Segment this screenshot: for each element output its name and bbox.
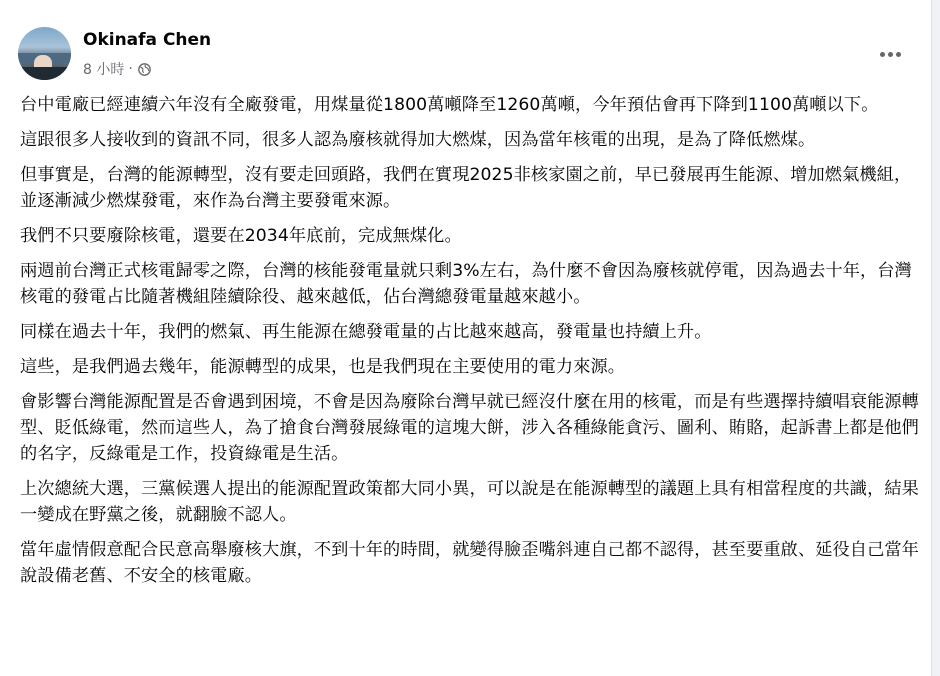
post-paragraph: 我們不只要廢除核電，還要在2034年底前，完成無煤化。: [20, 226, 462, 246]
meta-separator: ·: [128, 61, 133, 77]
post-paragraph: 兩週前台灣正式核電歸零之際，台灣的核能發電量就只剩3%左右，為什麼不會因為廢核就停電，因為過去十年，台灣核電的發電占比隨著機組陸續除役、越來越低，佔台灣總發電量越來越小。: [20, 261, 912, 307]
post-paragraph: 這跟很多人接收到的資訊不同，很多人認為廢核就得加大燃煤，因為當年核電的出現，是為了降低燃煤。: [20, 130, 816, 150]
post-meta: [83, 59, 151, 79]
post-paragraph: 當年虛情假意配合民意高舉廢核大旗，不到十年的時間，就變得臉歪嘴斜連自己都不認得，甚至要重啟、延役自己當年說設備老舊、不安全的核電廠。: [20, 540, 919, 586]
author-name[interactable]: Okinafa Chen: [83, 30, 212, 50]
post-paragraph: 上次總統大選，三黨候選人提出的能源配置政策都大同小異，可以說是在能源轉型的議題上具有相當程度的共識，結果一變成在野黨之後，就翻臉不認人。: [20, 479, 919, 525]
avatar-rock: [18, 67, 71, 80]
post-body: [20, 92, 920, 598]
author-avatar[interactable]: [18, 27, 71, 80]
post-paragraph: 同樣在過去十年，我們的燃氣、再生能源在總發電量的占比越來越高，發電量也持續上升。: [20, 322, 712, 342]
post-time[interactable]: 8 小時: [83, 62, 125, 78]
post-paragraph: 會影響台灣能源配置是否會遇到困境，不會是因為廢除台灣早就已經沒什麼在用的核電，而是有些選擇持續唱衰能源轉型、貶低綠電，然而這些人，為了搶食台灣發展綠電的這塊大餅，涉入各種綠能貪污、圖利、賄賂，起訴書上都是他們的名字，反綠電是工作，投資綠電是生活。: [20, 392, 919, 464]
more-options-icon[interactable]: [872, 44, 908, 64]
more-dot: [888, 52, 893, 57]
globe-icon: [138, 63, 151, 76]
post-paragraph: 這些，是我們過去幾年，能源轉型的成果，也是我們現在主要使用的電力來源。: [20, 357, 626, 377]
more-dot: [896, 52, 901, 57]
post-header: [18, 26, 918, 82]
more-dot: [880, 52, 885, 57]
post-paragraph: 但事實是，台灣的能源轉型，沒有要走回頭路，我們在實現2025非核家園之前，早已發展再生能源、增加燃氣機組，並逐漸減少燃煤發電，來作為台灣主要發電來源。: [20, 165, 912, 211]
post-paragraph: 台中電廠已經連續六年沒有全廠發電，用煤量從1800萬噸降至1260萬噸，今年預估會再下降到1100萬噸以下。: [20, 95, 879, 115]
